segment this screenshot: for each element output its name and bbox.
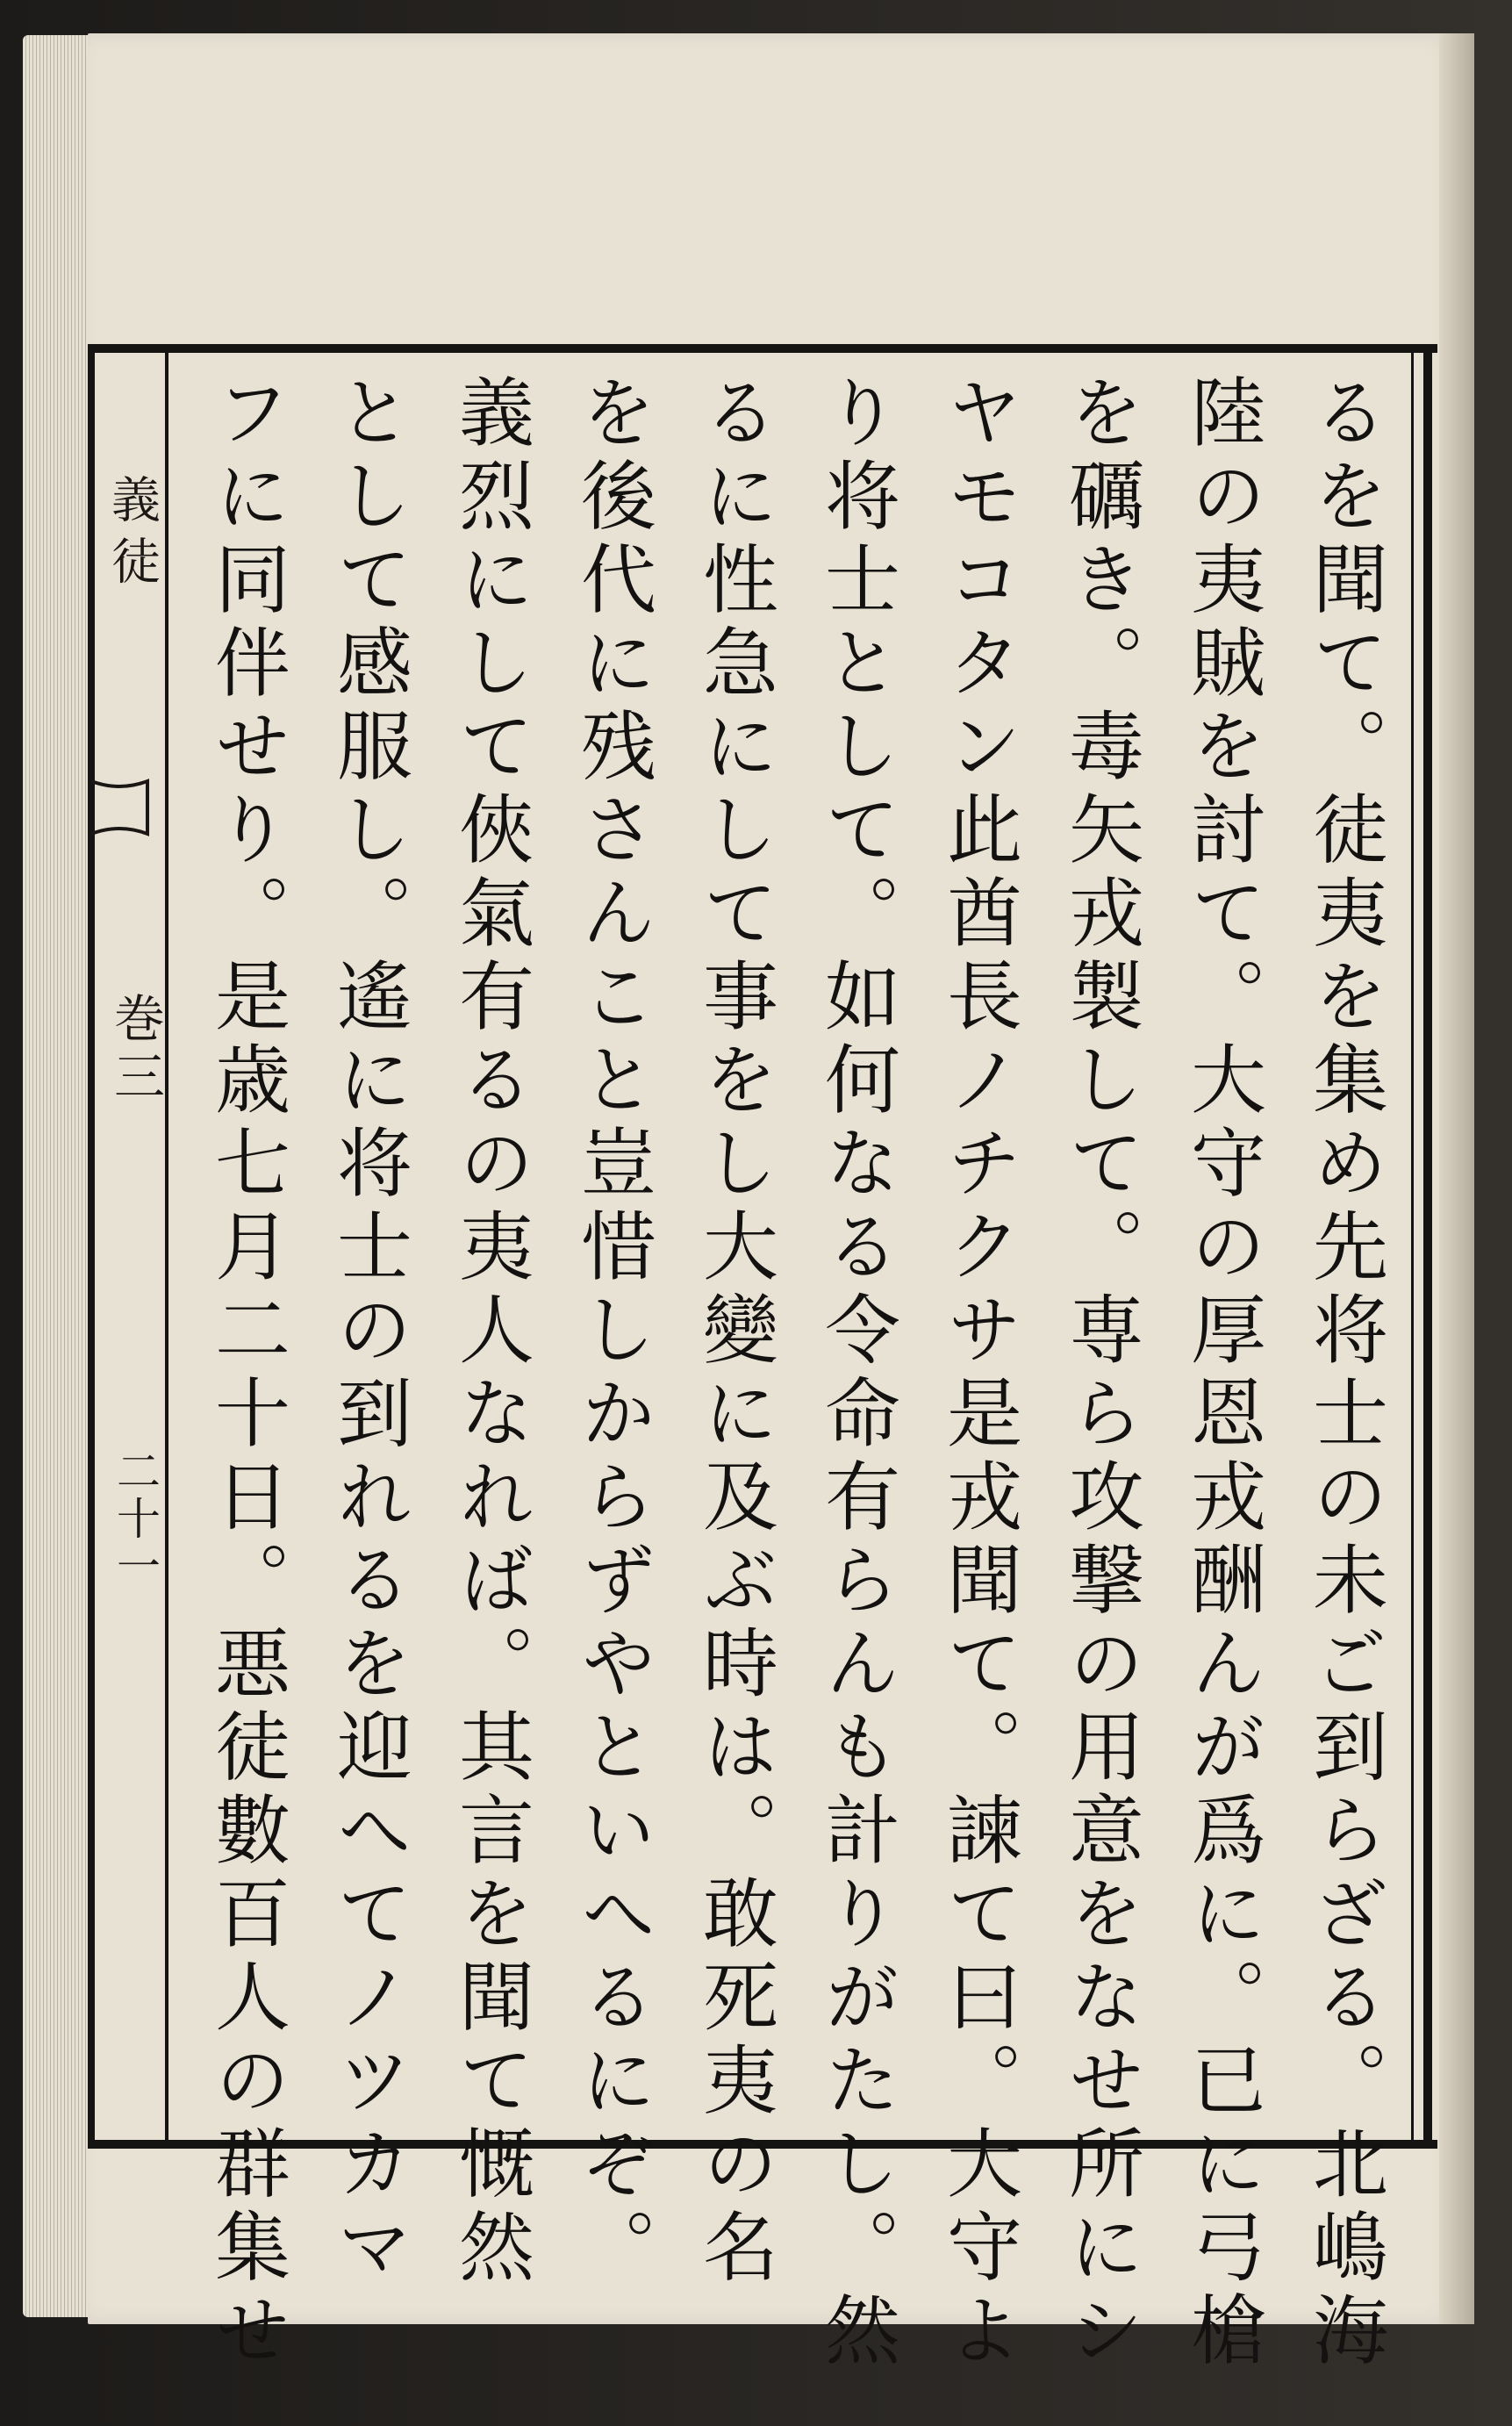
text-column: を後代に残さんこと豈惜しからずやといへるにぞ。 [568, 373, 656, 2291]
text-column: ヤモコタン此酋長ノチクサ是戎聞て。諫て曰。大守よ [934, 373, 1021, 2374]
margin-page-number: 二十一 [110, 1448, 161, 1590]
frame-outer-right-rule [1423, 353, 1432, 2140]
text-column: フに同伴せり。是歳七月二十日。悪徒數百人の群集せ [202, 373, 290, 2374]
text-column: として感服し。遙に将士の到れるを迎へてノツカマ [324, 373, 412, 2291]
frame-outer-left-rule [88, 344, 95, 2149]
margin-book-title: 義徒 [104, 474, 161, 597]
text-column: 陸の夷賊を討て。大守の厚恩戎酬んが爲に。已に弓槍 [1178, 373, 1265, 2374]
text-column: り将士として。如何なる令命有らんも計りがたし。然 [812, 373, 899, 2374]
main-text-block [180, 373, 1404, 2374]
text-column: るに性急にして事をし大變に及ぶ時は。敢死夷の名 [690, 373, 777, 2291]
text-column: を礪き。毒矢戎製して。専ら攻撃の用意をなせ所にシ [1056, 373, 1143, 2374]
margin-volume-label: 巻三 [105, 992, 165, 1108]
text-column: 義烈にして俠氣有るの夷人なれば。其言を聞て慨然 [446, 373, 534, 2291]
frame-inner-right-rule [1411, 353, 1414, 2140]
frame-inner-left-rule [165, 353, 168, 2140]
text-column: るを聞て。徒夷を集め先将士の未ご到らざる。北嶋海 [1300, 373, 1387, 2374]
fish-tail-ornament-icon [84, 772, 154, 843]
page-spine-shadow [1439, 33, 1474, 2324]
